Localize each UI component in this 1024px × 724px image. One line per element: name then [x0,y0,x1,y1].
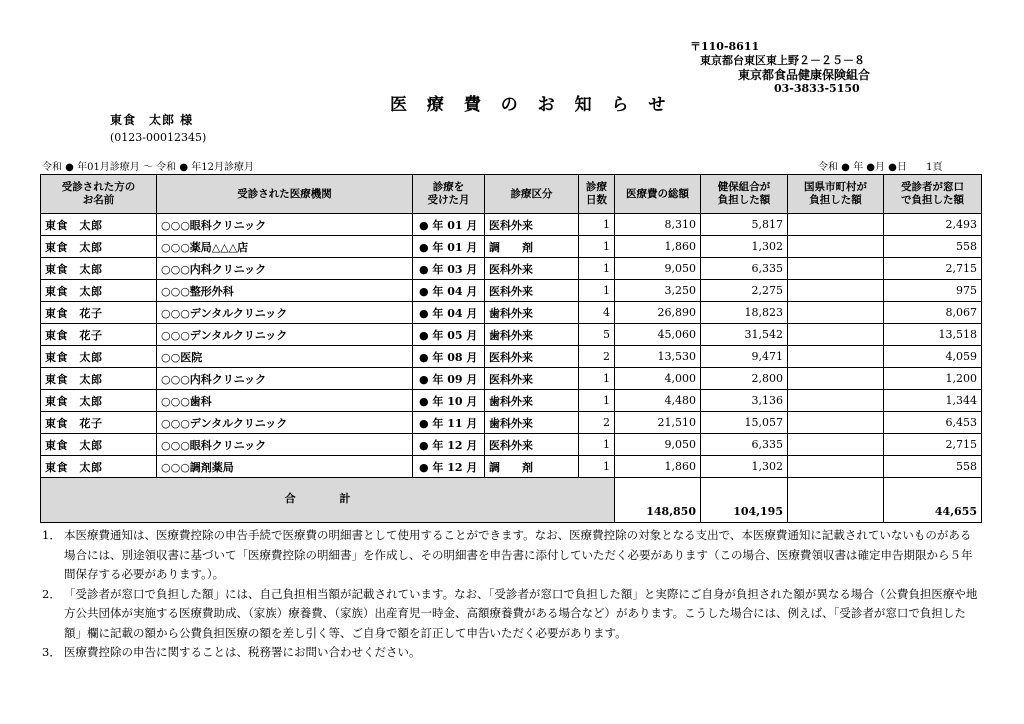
cell-patient: 東食 太郎 [41,346,157,368]
cell-days: 1 [579,258,615,280]
cell-patient: 東食 太郎 [41,280,157,302]
cell-type: 歯科外来 [485,324,579,346]
header-municipal: 国県市町村が 負担した額 [788,175,884,214]
cell-institution: ○○○調剤薬局 [157,456,413,478]
cell-patient: 東食 太郎 [41,456,157,478]
cell-self: 2,493 [884,214,982,236]
cell-patient: 東食 太郎 [41,390,157,412]
issue-date-block [818,158,942,173]
cell-self: 8,067 [884,302,982,324]
cell-municipal [788,236,884,258]
cell-insurer: 3,136 [701,390,788,412]
issuer-tel: 03-3833-5150 [774,82,860,95]
cell-total: 9,050 [615,434,701,456]
cell-total: 45,060 [615,324,701,346]
medical-expense-table [40,174,982,523]
cell-days: 1 [579,214,615,236]
cell-insurer: 9,471 [701,346,788,368]
header-days: 診療 日数 [579,175,615,214]
cell-type: 医科外来 [485,346,579,368]
cell-month: ● 年 12 月 [413,456,485,478]
table-row [41,390,982,412]
period-range: 令和 ● 年01月診療月 ～ 令和 ● 年12月診療月 [42,162,254,173]
page-title: 医 療 費 の お 知 ら せ [390,95,673,115]
cell-days: 1 [579,434,615,456]
cell-patient: 東食 太郎 [41,214,157,236]
cell-patient: 東食 花子 [41,324,157,346]
table-row [41,214,982,236]
cell-total: 1,860 [615,456,701,478]
header-total: 医療費の総額 [615,175,701,214]
cell-type: 医科外来 [485,280,579,302]
table-row [41,368,982,390]
page-number: 1頁 [926,162,943,173]
totals-municipal [788,478,884,523]
recipient-block [110,112,206,146]
table-header-row [41,175,982,214]
cell-month: ● 年 04 月 [413,302,485,324]
table-row [41,456,982,478]
cell-institution: ○○○デンタルクリニック [157,412,413,434]
cell-days: 1 [579,456,615,478]
cell-self: 558 [884,456,982,478]
cell-municipal [788,346,884,368]
cell-total: 26,890 [615,302,701,324]
cell-self: 558 [884,236,982,258]
cell-municipal [788,302,884,324]
cell-patient: 東食 太郎 [41,236,157,258]
cell-type: 歯科外来 [485,390,579,412]
cell-month: ● 年 11 月 [413,412,485,434]
cell-days: 2 [579,346,615,368]
cell-municipal [788,258,884,280]
cell-institution: ○○○整形外科 [157,280,413,302]
cell-institution: ○○医院 [157,346,413,368]
cell-municipal [788,324,884,346]
cell-insurer: 2,275 [701,280,788,302]
cell-type: 調 剤 [485,236,579,258]
cell-month: ● 年 04 月 [413,280,485,302]
cell-total: 13,530 [615,346,701,368]
issuer-block [680,40,940,96]
cell-total: 4,480 [615,390,701,412]
cell-days: 2 [579,412,615,434]
note-text: 「受診者が窓口で負担した額」には、自己負担相当額が記載されています。なお、「受診者が窓口で負担した額」と実際にご自身が負担された額が異なる場合（公費負担医療や地方公共団体が実施する医療費助成、（家族）療養費、（家族）出産育児一時金、高額療養費がある場合など）があります。こうした場合には、例えば、「受診者が窓口で負担した額」欄に記載の額から公費負担医療の額を差し引く等、ご自身で額を訂正して申告いただく必要があります。 [64,586,978,640]
table-row [41,434,982,456]
cell-days: 1 [579,280,615,302]
cell-municipal [788,368,884,390]
cell-insurer: 1,302 [701,456,788,478]
cell-institution: ○○○デンタルクリニック [157,324,413,346]
notes-section [42,526,982,663]
cell-self: 6,453 [884,412,982,434]
cell-municipal [788,412,884,434]
cell-insurer: 15,057 [701,412,788,434]
cell-insurer: 6,335 [701,258,788,280]
cell-self: 1,200 [884,368,982,390]
cell-patient: 東食 花子 [41,412,157,434]
cell-days: 5 [579,324,615,346]
cell-type: 医科外来 [485,368,579,390]
note-item [42,643,982,663]
cell-institution: ○○○眼科クリニック [157,214,413,236]
cell-institution: ○○○デンタルクリニック [157,302,413,324]
issue-date: 令和 ● 年 ●月 ●日 [818,162,907,173]
cell-institution: ○○○眼科クリニック [157,434,413,456]
header-type: 診療区分 [485,175,579,214]
cell-total: 9,050 [615,258,701,280]
cell-self: 2,715 [884,434,982,456]
note-item [42,526,982,585]
cell-month: ● 年 01 月 [413,214,485,236]
table-row [41,346,982,368]
cell-total: 21,510 [615,412,701,434]
cell-institution: ○○○内科クリニック [157,368,413,390]
cell-institution: ○○○薬局△△△店 [157,236,413,258]
cell-type: 医科外来 [485,258,579,280]
totals-total: 148,850 [615,478,701,523]
totals-label: 合 計 [41,478,615,523]
header-patient-label: 受診された方の お名前 [61,181,136,206]
cell-insurer: 1,302 [701,236,788,258]
cell-municipal [788,390,884,412]
cell-total: 8,310 [615,214,701,236]
cell-municipal [788,434,884,456]
issuer-address: 東京都台東区東上野２－２５－８ [700,54,865,67]
cell-self: 1,344 [884,390,982,412]
cell-insurer: 5,817 [701,214,788,236]
cell-days: 1 [579,368,615,390]
cell-insurer: 2,800 [701,368,788,390]
cell-month: ● 年 03 月 [413,258,485,280]
cell-month: ● 年 05 月 [413,324,485,346]
cell-type: 医科外来 [485,214,579,236]
note-number: 3． [42,645,61,659]
header-patient [41,175,157,214]
cell-self: 975 [884,280,982,302]
table-row [41,280,982,302]
issuer-org: 東京都食品健康保険組合 [738,68,871,82]
cell-month: ● 年 08 月 [413,346,485,368]
cell-days: 4 [579,302,615,324]
table-row [41,236,982,258]
cell-patient: 東食 太郎 [41,368,157,390]
cell-municipal [788,214,884,236]
totals-self: 44,655 [884,478,982,523]
recipient-name: 東食 太郎 様 [110,113,194,127]
note-text: 本医療費通知は、医療費控除の申告手続で医療費の明細書として使用することができます。なお、医療費控除の対象となる支出で、本医療費通知に記載されていないものがある場合には、別途領収書に基づいて「医療費控除の明細書」を作成し、その明細書を申告書に添付していただく必要があります（この場合、医療費領収書は確定申告期限から５年間保存する必要があります。）。 [64,528,973,581]
cell-patient: 東食 太郎 [41,258,157,280]
cell-days: 1 [579,390,615,412]
note-item [42,585,982,644]
table-row [41,302,982,324]
recipient-id: (0123-00012345) [110,131,207,144]
header-insurer: 健保組合が 負担した額 [701,175,788,214]
totals-row [41,478,982,523]
cell-type: 歯科外来 [485,412,579,434]
issuer-postal: 〒110-8611 [690,40,760,53]
cell-institution: ○○○内科クリニック [157,258,413,280]
cell-insurer: 18,823 [701,302,788,324]
cell-total: 4,000 [615,368,701,390]
cell-type: 医科外来 [485,434,579,456]
header-month: 診療を 受けた月 [413,175,485,214]
cell-type: 調 剤 [485,456,579,478]
note-text: 医療費控除の申告に関することは、税務署にお問い合わせください。 [64,645,421,659]
totals-insurer: 104,195 [701,478,788,523]
cell-municipal [788,280,884,302]
cell-month: ● 年 12 月 [413,434,485,456]
cell-month: ● 年 01 月 [413,236,485,258]
cell-insurer: 31,542 [701,324,788,346]
cell-institution: ○○○歯科 [157,390,413,412]
cell-insurer: 6,335 [701,434,788,456]
cell-days: 1 [579,236,615,258]
header-self: 受診者が窓口 で負担した額 [884,175,982,214]
cell-month: ● 年 10 月 [413,390,485,412]
note-number: 2． [42,586,61,601]
cell-patient: 東食 太郎 [41,434,157,456]
cell-self: 2,715 [884,258,982,280]
cell-total: 3,250 [615,280,701,302]
cell-month: ● 年 09 月 [413,368,485,390]
cell-municipal [788,456,884,478]
cell-self: 13,518 [884,324,982,346]
table-row [41,412,982,434]
table-row [41,258,982,280]
cell-self: 4,059 [884,346,982,368]
cell-total: 1,860 [615,236,701,258]
note-number: 1． [42,528,61,542]
table-row [41,324,982,346]
cell-type: 歯科外来 [485,302,579,324]
header-institution: 受診された医療機関 [157,175,413,214]
cell-patient: 東食 花子 [41,302,157,324]
